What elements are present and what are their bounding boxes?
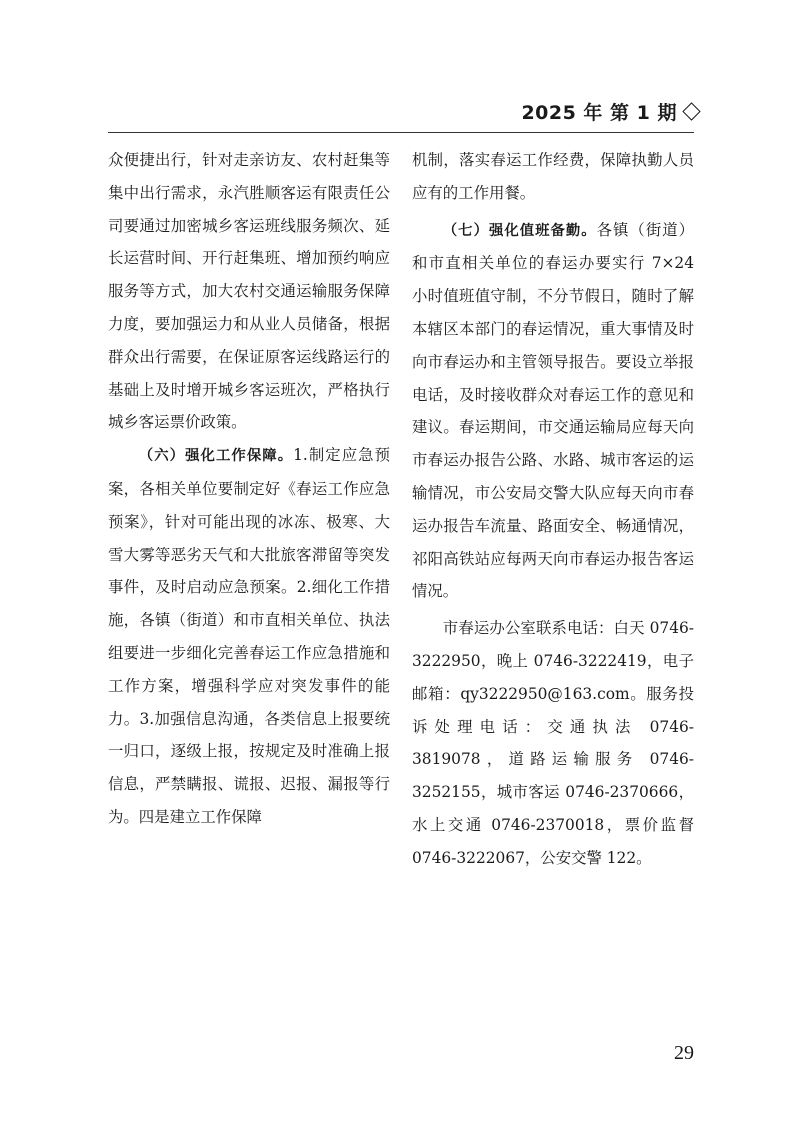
contact-paragraph: 市春运办公室联系电话：白天 0746-3222950，晚上 0746-3222419，电子邮箱：qy3222950@163.com。服务投诉处理电话：交通执法 0746-3819078，道路运输服务 0746-3252155，城市客运 0746-2370666，水上交通 0746-2370018，票价监督 0746-3222067，公安交警 122。 — [412, 619, 694, 867]
section-six-paragraph — [108, 439, 390, 834]
left-column — [108, 144, 390, 834]
left-paragraph-continuation: 众便捷出行，针对走亲访友、农村赶集等集中出行需求，永汽胜顺客运有限责任公司要通过加密城乡客运班线服务频次、延长运营时间、开行赶集班、增加预约响应服务等方式，加大农村交通运输服务保障力度，要加强运力和从业人员储备，根据群众出行需要，在保证原客运线路运行的基础上及时增开城乡客运班次，严格执行城乡客运票价政策。 — [108, 151, 390, 432]
section-seven-body: 各镇（街道）和市直相关单位的春运办要实行 7×24 小时值班值守制，不分节假日，随时了解本辖区本部门的春运情况，重大事情及时向市春运办和主管领导报告。要设立举报电话，及时接收群众对春运工作的意见和建议。春运期间，市交通运输局应每天向市春运办报告公路、水路、城市客运的运输情况，市公安局交警大队应每天向市春运办报告车流量、路面安全、畅通情况，祁阳高铁站应每两天向市春运办报告客运情况。 — [412, 220, 694, 601]
section-seven-heading: （七）强化值班备勤。 — [442, 222, 597, 239]
section-six-heading: （六）强化工作保障。 — [138, 448, 294, 465]
right-paragraph-continuation: 机制，落实春运工作经费，保障执勤人员应有的工作用餐。 — [412, 151, 694, 202]
issue-header — [520, 96, 700, 126]
issue-label: 2025 年 第 1 期 — [521, 101, 677, 124]
header-divider — [108, 132, 694, 133]
diamond-icon — [682, 102, 700, 120]
right-column — [412, 144, 694, 875]
section-seven-paragraph — [412, 214, 694, 609]
page-number: 29 — [674, 1042, 694, 1064]
section-six-body: 1.制定应急预案，各相关单位要制定好《春运工作应急预案》，针对可能出现的冰冻、极寒、大雪大雾等恶劣天气和大批旅客滞留等突发事件，及时启动应急预案。2.细化工作措施，各镇（街道）和市直相关单位、执法组要进一步细化完善春运工作应急措施和工作方案，增强科学应对突发事件的能力。3.加强信息沟通，各类信息上报要统一归口，逐级上报，按规定及时准确上报信息，严禁瞒报、谎报、迟报、漏报等行为。四是建立工作保障 — [108, 446, 390, 826]
